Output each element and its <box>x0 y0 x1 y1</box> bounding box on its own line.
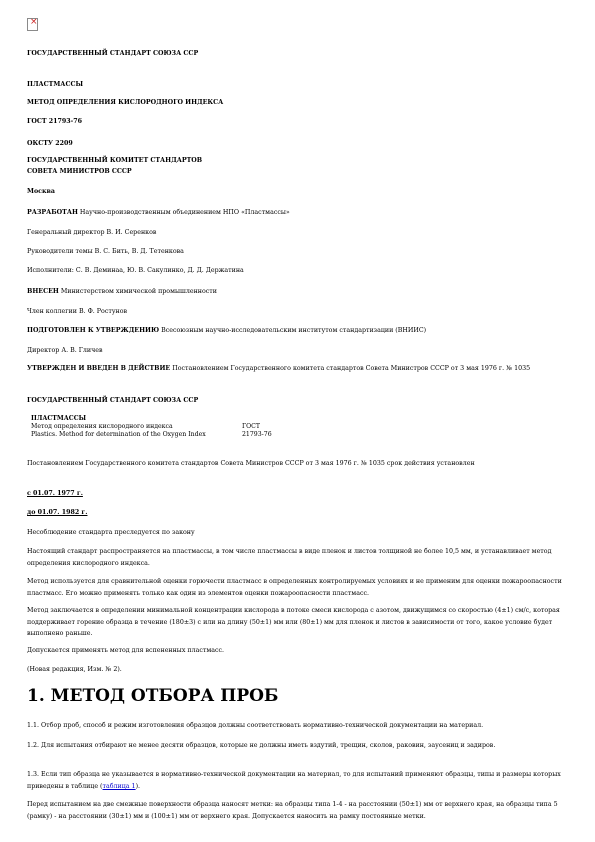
table-1-link[interactable]: таблица 1 <box>102 782 136 790</box>
okstu-code: ОКСТУ 2209 <box>27 140 73 147</box>
table-title-ru: Метод определения кислородного индекса <box>31 423 173 431</box>
title-table-right <box>242 423 322 439</box>
valid-from: с 01.07. 1977 г. <box>27 490 83 497</box>
approved-paragraph <box>27 363 572 375</box>
developed-paragraph <box>27 207 572 219</box>
standard-header: ГОСУДАРСТВЕННЫЙ СТАНДАРТ СОЮЗА ССР <box>27 50 199 57</box>
city: Москва <box>27 188 56 195</box>
introduced-paragraph <box>27 286 572 298</box>
title-table-left <box>31 415 241 440</box>
topic-leaders: Руководители темы В. С. Бить, В. Д. Тетенкова <box>27 248 184 255</box>
standard-header-2: ГОСУДАРСТВЕННЫЙ СТАНДАРТ СОЮЗА ССР <box>27 397 199 404</box>
approved-text: Постановлением Государственного комитета стандартов Совета Министров СССР от 3 мая 1976 г. № 1035 <box>170 365 531 372</box>
clause-1-3 <box>27 769 572 792</box>
developed-text: Научно-производственным объединением НПО «Пластмассы» <box>77 209 290 216</box>
director: Директор А. В. Гличев <box>27 347 103 354</box>
broken-image-icon <box>27 18 38 31</box>
valid-to: до 01.07. 1982 г. <box>27 509 88 516</box>
committee-line-2: СОВЕТА МИНИСТРОВ СССР <box>27 168 132 175</box>
table-gost-label: ГОСТ <box>242 423 261 430</box>
marking-paragraph: Перед испытанием на две смежные поверхности образца наносят метки: на образцы типа 1-4 - на расстоянии (50±1) мм от верхнего края, на образцы типа 5 (рамку) - на расстоянии (30±1) мм и (100±1) мм от верхнего края. Допускается наносить на рамку постоянные метки. <box>27 801 558 820</box>
subject-title: ПЛАСТМАССЫ <box>27 81 84 88</box>
table-title-en: Plastics. Method for determination of the Oxygen Index <box>31 431 206 439</box>
method-title: МЕТОД ОПРЕДЕЛЕНИЯ КИСЛОРОДНОГО ИНДЕКСА <box>27 99 224 106</box>
approved-label: УТВЕРЖДЕН И ВВЕДЕН В ДЕЙСТВИЕ <box>27 365 171 372</box>
gost-number: ГОСТ 21793-76 <box>27 118 83 125</box>
prepared-paragraph <box>27 325 572 337</box>
usage-paragraph: Метод используется для сравнительной оценки горючести пластмасс в определенных контролируемых условиях и не применим для оценки пожароопасности пластмасс. Его можно применять только как один из элементов оценки пожароопасности пластмасс. <box>27 578 562 597</box>
clause-1-2: 1.2. Для испытания отбирают не менее десяти образцов, которые не должны иметь вздутий, трещин, сколов, раковин, заусениц и задиров. <box>27 742 496 749</box>
prepared-label: ПОДГОТОВЛЕН К УТВЕРЖДЕНИЮ <box>27 327 160 334</box>
essence-paragraph: Метод заключается в определении минимальной концентрации кислорода в потоке смеси кислорода с азотом, движущимся со скоростью (4±1) см/с, которая поддерживает горение образца в течение (180±3) с или на длину (50±1) мм или (80±1) мм для пленок и листов в зависимости от того, какое условие будет выполнено раньше. <box>27 607 560 637</box>
prosecution-note: Несоблюдение стандарта преследуется по закону <box>27 529 195 536</box>
section-heading: 1. МЕТОД ОТБОРА ПРОБ <box>27 686 279 706</box>
scope-paragraph: Настоящий стандарт распространяется на пластмассы, в том числе пластмассы в виде пленок и листов толщиной не более 10,5 мм, и устанавливает метод определения кислородного индекса. <box>27 548 552 567</box>
introduced-text: Министерством химической промышленности <box>58 288 217 295</box>
decree-paragraph: Постановлением Государственного комитета стандартов Совета Министров СССР от 3 мая 1976 г. № 1035 срок действия установлен <box>27 460 475 467</box>
developed-label: РАЗРАБОТАН <box>27 209 78 216</box>
board-member: Член коллегии В. Ф. Ростунов <box>27 308 128 315</box>
edition-note: (Новая редакция, Изм. № 2). <box>27 666 122 673</box>
introduced-label: ВНЕСЕН <box>27 288 59 295</box>
table-subject: ПЛАСТМАССЫ <box>31 415 87 422</box>
clause-1-3-text: 1.3. Если тип образца не указывается в нормативно-технической документации на материал, то для испытаний применяют образцы, типы и размеры которых приведены в таблице ( <box>27 771 561 790</box>
foam-paragraph: Допускается применять метод для вспененных пластмасс. <box>27 647 225 654</box>
table-gost-number: 21793-76 <box>242 431 272 439</box>
clause-1-3-end: ). <box>135 782 141 790</box>
executors: Исполнители: С. В. Деминаа, Ю. В. Сакулинко, Д. Д. Держатина <box>27 267 244 274</box>
director-general: Генеральный директор В. И. Серенков <box>27 229 157 236</box>
committee-line-1: ГОСУДАРСТВЕННЫЙ КОМИТЕТ СТАНДАРТОВ <box>27 157 203 164</box>
prepared-text: Всесоюзным научно-исследовательским институтом стандартизации (ВНИИС) <box>159 327 427 334</box>
clause-1-1: 1.1. Отбор проб, способ и режим изготовления образцов должны соответствовать нормативно-технической документации на материал. <box>27 722 484 729</box>
